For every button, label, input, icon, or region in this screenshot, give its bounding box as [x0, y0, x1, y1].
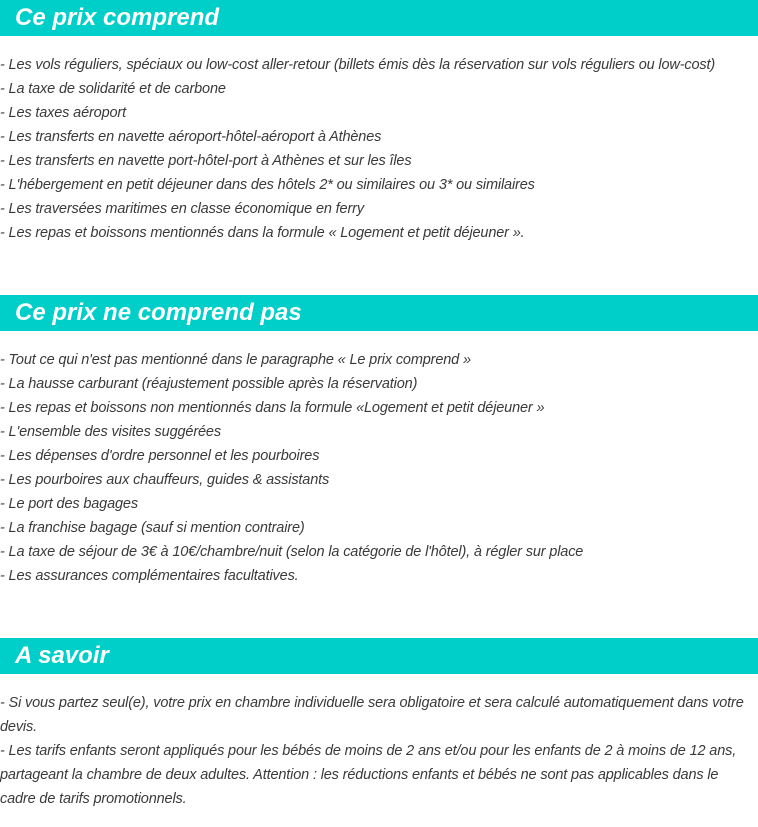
list-item: - Les assurances complémentaires facultatives. [0, 568, 299, 584]
section-title: A savoir [15, 642, 109, 669]
list-item: - L'hébergement en petit déjeuner dans des hôtels 2* ou similaires ou 3* ou similaires [0, 177, 535, 193]
list-item: - Tout ce qui n'est pas mentionné dans le paragraphe « Le prix comprend » [0, 352, 471, 368]
list-item: - Les taxes aéroport [0, 105, 126, 121]
list-item: - Les pourboires aux chauffeurs, guides & assistants [0, 472, 330, 488]
list-item: - Les transferts en navette aéroport-hôtel-aéroport à Athènes [0, 129, 382, 145]
section-header [0, 638, 758, 674]
section-header [0, 295, 758, 331]
list-item: - Les tarifs enfants seront appliqués pour les bébés de moins de 2 ans et/ou pour les enfants de 2 à moins de 12 ans, partageant la chambre de deux adultes. Attention : les réductions enfants et bébés ne sont pas applicables dans le cadre de tarifs promotionnels. [0, 743, 737, 807]
list-item: - La hausse carburant (réajustement possible après la réservation) [0, 376, 418, 392]
list-item: - La taxe de solidarité et de carbone [0, 81, 226, 97]
notes-list [0, 691, 758, 811]
list-item: - Les repas et boissons non mentionnés dans la formule «Logement et petit déjeuner » [0, 400, 545, 416]
section-price-excludes [0, 295, 758, 588]
list-item: - Les repas et boissons mentionnés dans la formule « Logement et petit déjeuner ». [0, 225, 525, 241]
list-item: - Si vous partez seul(e), votre prix en chambre individuelle sera obligatoire et sera calculé automatiquement dans votre devis. [0, 695, 744, 735]
section-price-includes [0, 0, 758, 245]
list-item: - Le port des bagages [0, 496, 138, 512]
excluded-items-list [0, 348, 758, 588]
section-header [0, 0, 758, 36]
list-item: - Les transferts en navette port-hôtel-port à Athènes et sur les îles [0, 153, 412, 169]
section-good-to-know [0, 638, 758, 811]
included-items-list [0, 53, 758, 245]
section-title: Ce prix comprend [15, 4, 220, 31]
list-item: - La franchise bagage (sauf si mention contraire) [0, 520, 305, 536]
list-item: - Les vols réguliers, spéciaux ou low-cost aller-retour (billets émis dès la réservation sur vols réguliers ou low-cost) [0, 57, 716, 73]
list-item: - La taxe de séjour de 3€ à 10€/chambre/nuit (selon la catégorie de l'hôtel), à régler sur place [0, 544, 584, 560]
list-item: - Les dépenses d'ordre personnel et les pourboires [0, 448, 320, 464]
list-item: - Les traversées maritimes en classe économique en ferry [0, 201, 364, 217]
section-title: Ce prix ne comprend pas [15, 299, 302, 326]
list-item: - L'ensemble des visites suggérées [0, 424, 221, 440]
